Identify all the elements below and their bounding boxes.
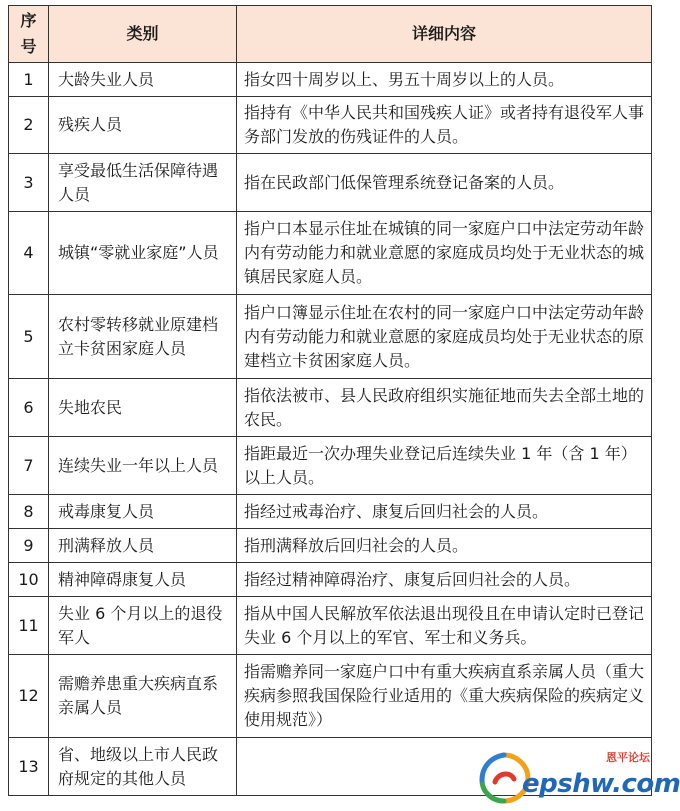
row-category: 大龄失业人员 bbox=[49, 63, 237, 97]
row-number: 2 bbox=[9, 97, 49, 154]
row-detail: 指持有《中华人民共和国残疾人证》或者持有退役军人事务部门发放的伤残证件的人员。 bbox=[237, 97, 652, 154]
row-category: 刑满释放人员 bbox=[49, 529, 237, 563]
row-number: 9 bbox=[9, 529, 49, 563]
header-number-line2: 号 bbox=[20, 37, 37, 56]
table-row bbox=[9, 154, 652, 212]
row-category: 连续失业一年以上人员 bbox=[49, 437, 237, 495]
row-category: 需赡养患重大疾病直系亲属人员 bbox=[49, 655, 237, 738]
table-row bbox=[9, 495, 652, 529]
row-detail: 指女四十周岁以上、男五十周岁以上的人员。 bbox=[237, 63, 652, 97]
row-detail: 指从中国人民解放军依法退出现役且在申请认定时已登记失业 6 个月以上的军官、军士和义务兵。 bbox=[237, 597, 652, 655]
row-number: 8 bbox=[9, 495, 49, 529]
row-number: 6 bbox=[9, 379, 49, 437]
row-category: 精神障碍康复人员 bbox=[49, 563, 237, 597]
table-row bbox=[9, 212, 652, 295]
site-watermark bbox=[474, 749, 680, 805]
watermark-tag: 恩平论坛 bbox=[606, 751, 650, 764]
row-number: 3 bbox=[9, 154, 49, 212]
header-number bbox=[9, 6, 49, 63]
table-row bbox=[9, 63, 652, 97]
row-detail: 指距最近一次办理失业登记后连续失业 1 年（含 1 年）以上人员。 bbox=[237, 437, 652, 495]
row-number: 12 bbox=[9, 655, 49, 738]
table-row bbox=[9, 529, 652, 563]
row-detail: 指刑满释放后回归社会的人员。 bbox=[237, 529, 652, 563]
row-detail: 指户口本显示住址在城镇的同一家庭户口中法定劳动年龄内有劳动能力和就业意愿的家庭成员均处于无业状态的城镇居民家庭人员。 bbox=[237, 212, 652, 295]
row-detail: 指经过戒毒治疗、康复后回归社会的人员。 bbox=[237, 495, 652, 529]
row-detail: 指在民政部门低保管理系统登记备案的人员。 bbox=[237, 154, 652, 212]
table-row bbox=[9, 97, 652, 154]
table-row bbox=[9, 655, 652, 738]
row-detail: 指户口簿显示住址在农村的同一家庭户口中法定劳动年龄内有劳动能力和就业意愿的家庭成员均处于无业状态的原建档立卡贫困家庭人员。 bbox=[237, 295, 652, 379]
table-header-row bbox=[9, 6, 652, 63]
table-row bbox=[9, 295, 652, 379]
row-category: 农村零转移就业原建档立卡贫困家庭人员 bbox=[49, 295, 237, 379]
row-category: 省、地级以上市人民政府规定的其他人员 bbox=[49, 738, 237, 796]
row-category: 戒毒康复人员 bbox=[49, 495, 237, 529]
row-number: 4 bbox=[9, 212, 49, 295]
row-number: 1 bbox=[9, 63, 49, 97]
row-detail: 指需赡养同一家庭户口中有重大疾病直系亲属人员（重大疾病参照我国保险行业适用的《重大疾病保险的疾病定义使用规范》） bbox=[237, 655, 652, 738]
table-row bbox=[9, 437, 652, 495]
personnel-category-table bbox=[8, 5, 652, 796]
row-category: 残疾人员 bbox=[49, 97, 237, 154]
row-number: 10 bbox=[9, 563, 49, 597]
row-number: 5 bbox=[9, 295, 49, 379]
header-detail: 详细内容 bbox=[237, 6, 652, 63]
row-category: 失业 6 个月以上的退役军人 bbox=[49, 597, 237, 655]
row-detail: 指经过精神障碍治疗、康复后回归社会的人员。 bbox=[237, 563, 652, 597]
header-number-line1: 序 bbox=[20, 11, 37, 30]
row-number: 11 bbox=[9, 597, 49, 655]
row-detail: 指依法被市、县人民政府组织实施征地而失去全部土地的农民。 bbox=[237, 379, 652, 437]
table-row bbox=[9, 379, 652, 437]
row-number: 13 bbox=[9, 738, 49, 796]
row-category: 失地农民 bbox=[49, 379, 237, 437]
row-category: 城镇“零就业家庭”人员 bbox=[49, 212, 237, 295]
table-row bbox=[9, 563, 652, 597]
watermark-text: epshw.com bbox=[522, 769, 680, 799]
row-category: 享受最低生活保障待遇人员 bbox=[49, 154, 237, 212]
header-category: 类别 bbox=[49, 6, 237, 63]
table-row bbox=[9, 597, 652, 655]
row-number: 7 bbox=[9, 437, 49, 495]
